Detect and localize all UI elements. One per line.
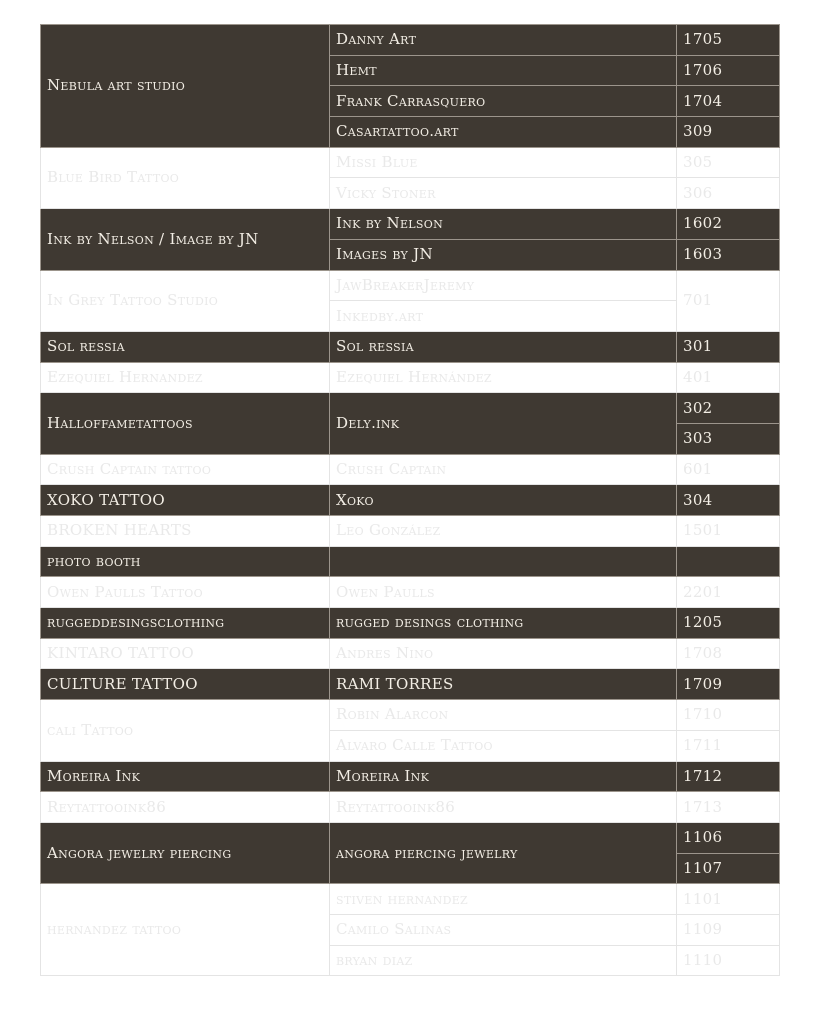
artist-name-cell: rugged desings clothing [330,608,677,639]
artist-name-cell: Ink by Nelson [330,209,677,240]
studio-name-cell: In Grey Tattoo Studio [41,270,330,331]
booth-number-cell: 701 [677,270,780,331]
studio-name-cell: CULTURE TATTOO [41,669,330,700]
booth-number-cell: 1101 [677,884,780,915]
table-row [41,270,780,301]
studio-name-cell: photo booth [41,546,330,577]
artist-name-cell: Ezequiel Hernández [330,362,677,393]
artist-name-cell: RAMI TORRES [330,669,677,700]
artist-name-cell: Vicky Stoner [330,178,677,209]
artist-name-cell: Leo González [330,516,677,547]
booth-table [40,24,780,976]
table-row [41,331,780,362]
table-row [41,638,780,669]
table-row [41,577,780,608]
studio-name-cell: Ezequiel Hernandez [41,362,330,393]
studio-name-cell: KINTARO TATTOO [41,638,330,669]
booth-number-cell: 305 [677,147,780,178]
artist-name-cell: Owen Paulls [330,577,677,608]
booth-number-cell: 306 [677,178,780,209]
table-row [41,516,780,547]
booth-number-cell: 401 [677,362,780,393]
studio-name-cell: Moreira Ink [41,761,330,792]
studio-name-cell: Ink by Nelson / Image by JN [41,209,330,270]
artist-name-cell: Missi Blue [330,147,677,178]
booth-number-cell: 1704 [677,86,780,117]
artist-name-cell: bryan diaz [330,945,677,976]
table-row [41,362,780,393]
booth-number-cell: 309 [677,117,780,148]
artist-name-cell: Camilo Salinas [330,914,677,945]
table-row [41,700,780,731]
artist-name-cell: Reytattooink86 [330,792,677,823]
booth-number-cell [677,546,780,577]
artist-name-cell: JawBreakerJeremy [330,270,677,301]
artist-name-cell: Andres Nino [330,638,677,669]
booth-number-cell: 1110 [677,945,780,976]
artist-name-cell: Dely.ink [330,393,677,454]
studio-name-cell: Sol ressia [41,331,330,362]
artist-name-cell: stiven hernandez [330,884,677,915]
booth-number-cell: 1205 [677,608,780,639]
artist-name-cell: Alvaro Calle Tattoo [330,730,677,761]
table-row [41,393,780,424]
booth-number-cell: 1603 [677,239,780,270]
artist-name-cell: Danny Art [330,25,677,56]
studio-name-cell: Nebula art studio [41,25,330,148]
studio-name-cell: XOKO TATTOO [41,485,330,516]
booth-number-cell: 304 [677,485,780,516]
booth-number-cell: 1713 [677,792,780,823]
booth-number-cell: 1711 [677,730,780,761]
artist-name-cell: Inkedby.art [330,301,677,332]
table-row [41,792,780,823]
booth-table-body [41,25,780,976]
artist-name-cell: Moreira Ink [330,761,677,792]
artist-name-cell: Crush Captain [330,454,677,485]
booth-number-cell: 1602 [677,209,780,240]
artist-name-cell: Sol ressia [330,331,677,362]
artist-name-cell: Frank Carrasquero [330,86,677,117]
booth-number-cell: 1106 [677,822,780,853]
booth-number-cell: 1710 [677,700,780,731]
table-row [41,147,780,178]
artist-name-cell: Xoko [330,485,677,516]
artist-name-cell: Robin Alarcon [330,700,677,731]
table-row [41,209,780,240]
table-row [41,608,780,639]
table-row [41,485,780,516]
table-row [41,25,780,56]
table-row [41,454,780,485]
booth-number-cell: 301 [677,331,780,362]
studio-name-cell: Angora jewelry piercing [41,822,330,883]
artist-name-cell: Images by JN [330,239,677,270]
table-row [41,669,780,700]
artist-name-cell [330,546,677,577]
booth-number-cell: 1109 [677,914,780,945]
artist-name-cell: Casartattoo.art [330,117,677,148]
studio-name-cell: Crush Captain tattoo [41,454,330,485]
booth-number-cell: 1107 [677,853,780,884]
table-row [41,884,780,915]
studio-name-cell: Reytattooink86 [41,792,330,823]
booth-number-cell: 601 [677,454,780,485]
studio-name-cell: ruggeddesingsclothing [41,608,330,639]
studio-name-cell: Blue Bird Tattoo [41,147,330,208]
booth-number-cell: 1708 [677,638,780,669]
booth-number-cell: 303 [677,423,780,454]
booth-number-cell: 1712 [677,761,780,792]
artist-name-cell: Hemt [330,55,677,86]
studio-name-cell: Halloffametattoos [41,393,330,454]
booth-number-cell: 302 [677,393,780,424]
booth-number-cell: 2201 [677,577,780,608]
booth-number-cell: 1501 [677,516,780,547]
table-row [41,761,780,792]
booth-number-cell: 1709 [677,669,780,700]
studio-name-cell: Owen Paulls Tattoo [41,577,330,608]
table-row [41,822,780,853]
table-row [41,546,780,577]
studio-name-cell: cali Tattoo [41,700,330,761]
booth-number-cell: 1706 [677,55,780,86]
artist-name-cell: angora piercing jewelry [330,822,677,883]
studio-name-cell: hernandez tattoo [41,884,330,976]
booth-number-cell: 1705 [677,25,780,56]
studio-name-cell: BROKEN HEARTS [41,516,330,547]
